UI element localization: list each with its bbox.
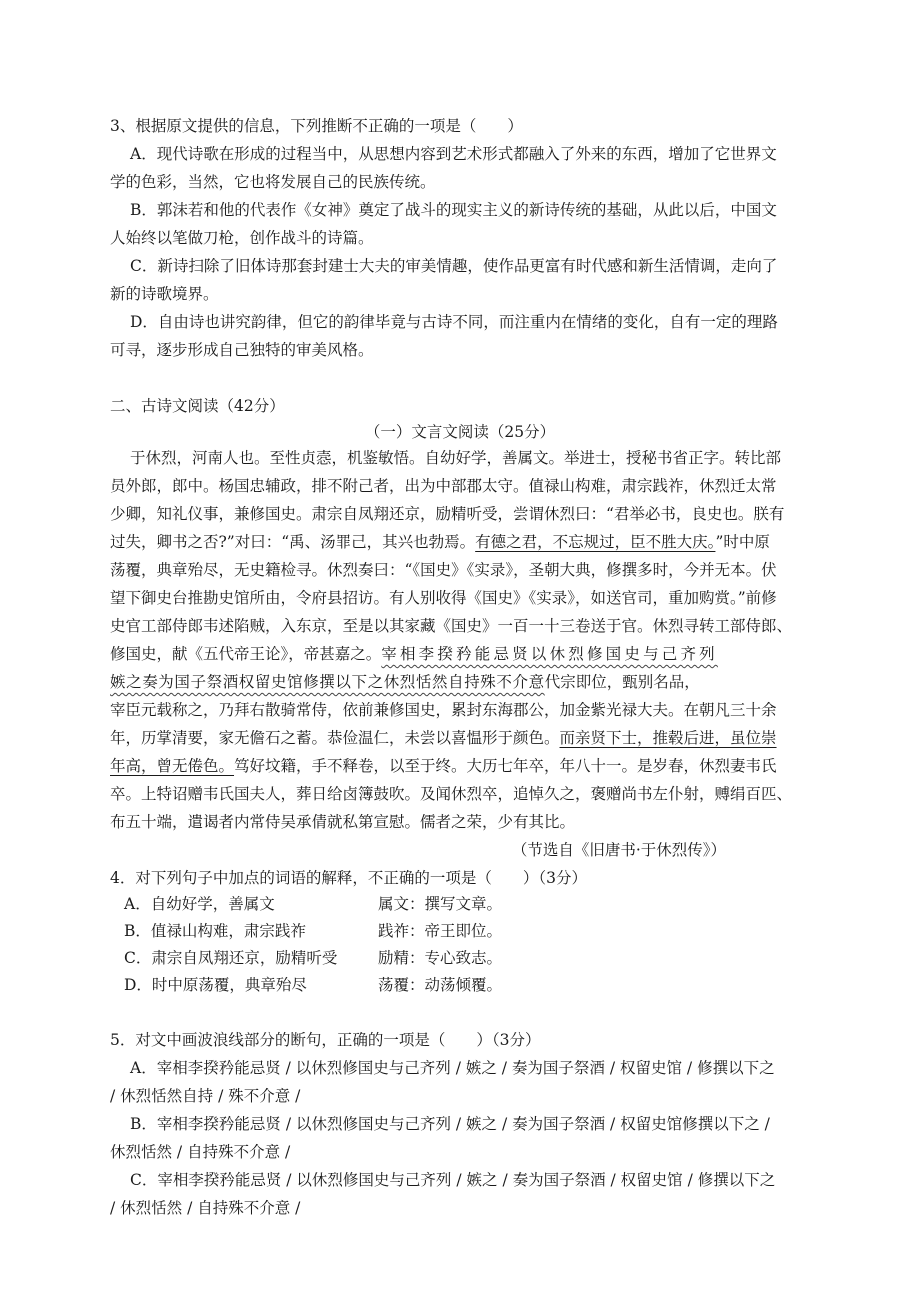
section-subtitle: （一）文言文阅读（25分） xyxy=(364,423,556,441)
q3-option-b-cont: 人始终以笔做刀枪，创作战斗的诗篇。 xyxy=(110,229,374,247)
passage-text: 年，历掌清要，家无儋石之蓄。恭俭温仁，未尝以喜愠形于颜色。 xyxy=(110,729,560,747)
passage-text: ”时中原 xyxy=(715,533,770,551)
option-explanation: 属文：撰写文章。 xyxy=(378,895,503,913)
section-title: 二、古诗文阅读（42分） xyxy=(110,397,285,415)
passage-line: 布五十端，遣谒者内常侍吴承倩就私第宣慰。儒者之荣，少有其比。 xyxy=(110,813,576,831)
q3-option-a: A．现代诗歌在形成的过程当中，从思想内容到艺术形式都融入了外来的东西，增加了它世界文 xyxy=(130,145,777,163)
q3-option-c: C．新诗扫除了旧体诗那套封建士大夫的审美情趣，使作品更富有时代感和新生活情调，走向了 xyxy=(130,257,778,275)
option-explanation: 践祚：帝王即位。 xyxy=(378,922,503,940)
passage-line: 于休烈，河南人也。至性贞悫，机鉴敏悟。自幼好学，善属文。举进士，授秘书省正字。转比部 xyxy=(130,449,782,467)
underlined-sentence: 有德之君，不忘规过，臣不胜大庆。 xyxy=(475,533,716,551)
q3-option-d: D．自由诗也讲究韵律，但它的韵律毕竟与古诗不同，而注重内在情绪的变化，自有一定的理路 xyxy=(130,313,778,331)
q3-option-a-cont: 学的色彩，当然，它也将发展自己的民族传统。 xyxy=(110,173,436,191)
q4-stem: 4．对下列句子中加点的词语的解释，不正确的一项是（ ）（3分） xyxy=(110,869,587,887)
q4-option-c xyxy=(124,944,503,972)
passage-line xyxy=(110,752,777,780)
option-sentence: A．自幼好学，善属文 xyxy=(124,895,275,913)
q3-stem: 3、根据原文提供的信息，下列推断不正确的一项是（ ） xyxy=(110,117,523,135)
q5-option-a-cont: / 休烈恬然自持 / 殊不介意 / xyxy=(110,1087,301,1105)
passage-line: 荡覆，典章殆尽，无史籍检寻。休烈奏曰：“《国史》《实录》，圣朝大典，修撰多时，今并无本。伏 xyxy=(110,561,777,579)
passage-line: 少卿，知礼仪事，兼修国史。肃宗自凤翔还京，励精听受，尝谓休烈曰：“君举必书，良史也。朕有 xyxy=(110,505,785,523)
underlined-sentence: 年高，曾无倦色。 xyxy=(110,757,235,775)
option-sentence: D．时中原荡覆，典章殆尽 xyxy=(124,976,307,994)
passage-line: 望下御史台推勘史馆所由，令府县招访。有人别收得《国史》《实录》，如送官司，重加购赏。”前修 xyxy=(110,589,777,607)
passage-line: 员外郎，郎中。杨国忠辅政，排不附己者，出为中部郡太守。值禄山构难，肃宗践祚，休烈迁太常 xyxy=(110,477,777,495)
q5-option-b-cont: 休烈恬然 / 自持殊不介意 / xyxy=(110,1143,291,1161)
passage-line xyxy=(110,724,777,752)
option-sentence: C．肃宗自凤翔还京，励精听受 xyxy=(124,949,338,967)
passage-line: 卒。上特诏赠韦氏国夫人，葬日给卤簿鼓吹。及闻休烈卒，追悼久之，褒赠尚书左仆射，赙绢百匹、 xyxy=(110,785,793,803)
passage-text: 过失，卿书之否?”对曰：“禹、汤罪己，其兴也勃焉。 xyxy=(110,533,476,551)
q4-option-b xyxy=(124,917,503,945)
q5-option-c-cont: / 休烈恬然 / 自持殊不介意 / xyxy=(110,1199,301,1217)
passage-source: （节选自《旧唐书·于休烈传》） xyxy=(511,841,726,859)
underlined-sentence: 而亲贤下士，推毂后进，虽位崇 xyxy=(559,729,777,747)
passage-text: 笃好坟籍，手不释卷，以至于终。大历七年卒，年八十一。是岁春，休烈妻韦氏 xyxy=(234,757,777,775)
passage-line: 宰臣元载称之，乃拜右散骑常侍，依前兼修国史，累封东海郡公，加金紫光禄大夫。在朝凡三十余 xyxy=(110,701,777,719)
passage-line xyxy=(110,528,770,556)
q3-option-b: B．郭沫若和他的代表作《女神》奠定了战斗的现实主义的新诗传统的基础，从此以后，中国文 xyxy=(130,201,777,219)
option-explanation: 荡覆：动荡倾覆。 xyxy=(378,976,503,994)
option-explanation: 励精：专心致志。 xyxy=(378,949,503,967)
passage-line xyxy=(110,640,718,668)
wavy-underlined-text: 嫉之奏为国子祭酒权留史馆修撰以下之休烈恬然自持殊不介意 xyxy=(110,673,545,691)
passage-line: 史官工部侍郎韦述陷贼，入东京，至是以其家藏《国史》一百一十三卷送于官。休烈寻转工部侍郎、 xyxy=(110,617,793,635)
q5-option-b: B．宰相李揆矜能忌贤 / 以休烈修国史与己齐列 / 嫉之 / 奏为国子祭酒 / 权留史馆修撰以下之 / xyxy=(130,1115,770,1133)
passage-line xyxy=(110,668,700,696)
q4-option-a xyxy=(124,890,503,918)
passage-text: 修国史，献《五代帝王论》，帝甚嘉之。 xyxy=(110,645,382,663)
q3-option-d-cont: 可寻，逐步形成自己独特的审美风格。 xyxy=(110,341,374,359)
passage-text: 代宗即位，甄别名品， xyxy=(544,673,700,691)
q5-stem: 5．对文中画波浪线部分的断句，正确的一项是（ ）（3分） xyxy=(110,1031,541,1049)
q3-option-c-cont: 新的诗歌境界。 xyxy=(110,285,219,303)
option-sentence: B．值禄山构难，肃宗践祚 xyxy=(124,922,306,940)
wavy-underlined-text: 宰相李揆矜能忌贤以休烈修国史与己齐列 xyxy=(381,645,718,663)
q4-option-d xyxy=(124,971,503,999)
q5-option-a: A．宰相李揆矜能忌贤 / 以休烈修国史与己齐列 / 嫉之 / 奏为国子祭酒 / 权留史馆 / 修撰以下之 xyxy=(130,1059,775,1077)
q5-option-c: C．宰相李揆矜能忌贤 / 以休烈修国史与己齐列 / 嫉之 / 奏为国子祭酒 / 权留史馆 / 修撰以下之 xyxy=(130,1171,776,1189)
